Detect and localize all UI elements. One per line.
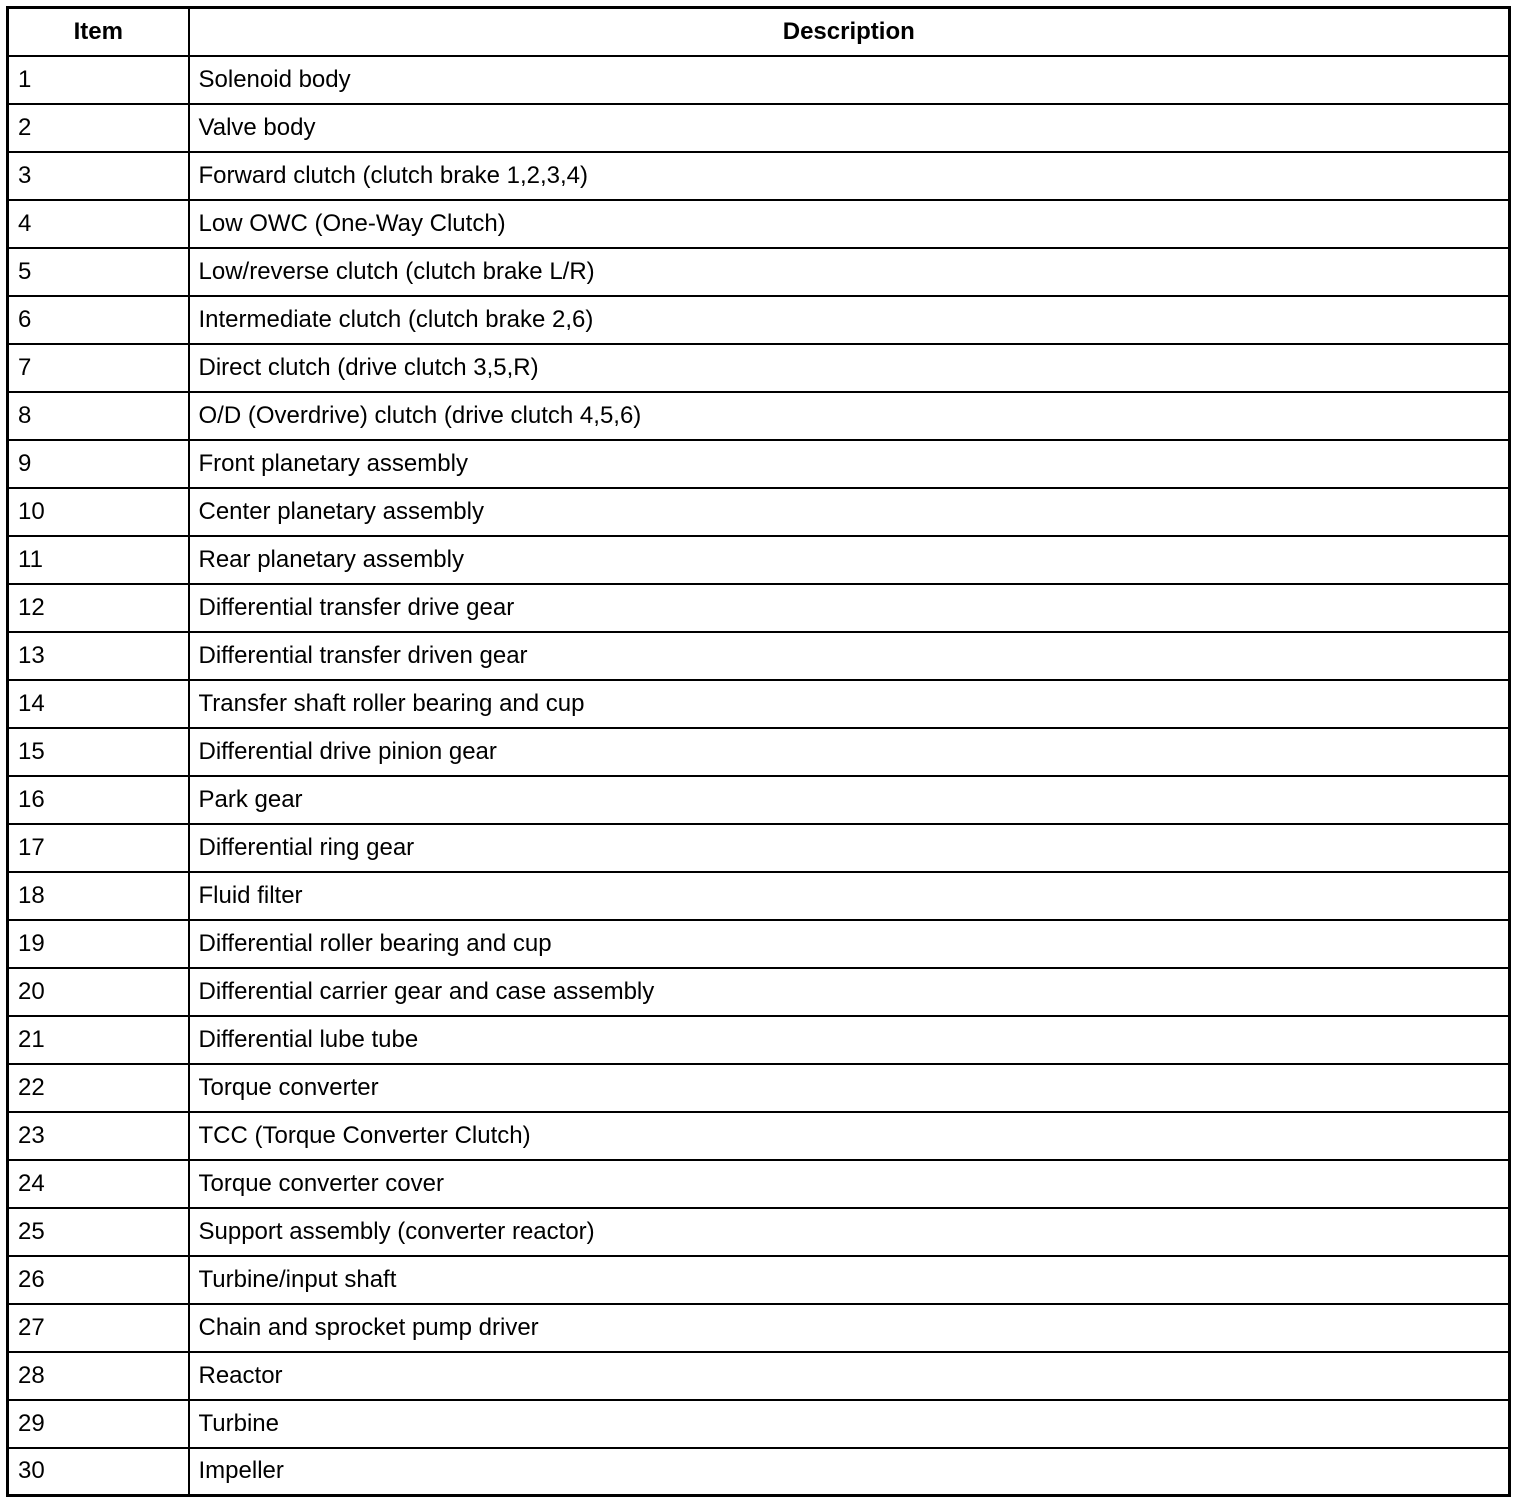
item-number-cell: 15 bbox=[8, 728, 189, 776]
table-row bbox=[8, 728, 1510, 776]
description-cell: Differential transfer drive gear bbox=[189, 584, 1510, 632]
item-number-cell: 29 bbox=[8, 1400, 189, 1448]
item-number-cell: 6 bbox=[8, 296, 189, 344]
description-cell: Impeller bbox=[189, 1448, 1510, 1496]
item-number-cell: 23 bbox=[8, 1112, 189, 1160]
item-number-cell: 28 bbox=[8, 1352, 189, 1400]
description-cell: Fluid filter bbox=[189, 872, 1510, 920]
item-number-cell: 14 bbox=[8, 680, 189, 728]
description-cell: Differential carrier gear and case assembly bbox=[189, 968, 1510, 1016]
item-number-cell: 30 bbox=[8, 1448, 189, 1496]
item-number-cell: 13 bbox=[8, 632, 189, 680]
item-number-cell: 12 bbox=[8, 584, 189, 632]
item-number-cell: 3 bbox=[8, 152, 189, 200]
description-cell: Low/reverse clutch (clutch brake L/R) bbox=[189, 248, 1510, 296]
description-cell: Forward clutch (clutch brake 1,2,3,4) bbox=[189, 152, 1510, 200]
description-cell: Solenoid body bbox=[189, 56, 1510, 104]
item-number-cell: 10 bbox=[8, 488, 189, 536]
item-number-cell: 5 bbox=[8, 248, 189, 296]
header-description: Description bbox=[189, 8, 1510, 56]
table-row bbox=[8, 632, 1510, 680]
item-number-cell: 16 bbox=[8, 776, 189, 824]
description-cell: Turbine bbox=[189, 1400, 1510, 1448]
table-row bbox=[8, 584, 1510, 632]
item-number-cell: 24 bbox=[8, 1160, 189, 1208]
table-row bbox=[8, 56, 1510, 104]
description-cell: Chain and sprocket pump driver bbox=[189, 1304, 1510, 1352]
description-cell: Differential ring gear bbox=[189, 824, 1510, 872]
description-cell: Turbine/input shaft bbox=[189, 1256, 1510, 1304]
item-number-cell: 20 bbox=[8, 968, 189, 1016]
item-number-cell: 7 bbox=[8, 344, 189, 392]
description-cell: Differential roller bearing and cup bbox=[189, 920, 1510, 968]
description-cell: Reactor bbox=[189, 1352, 1510, 1400]
description-cell: Park gear bbox=[189, 776, 1510, 824]
item-number-cell: 11 bbox=[8, 536, 189, 584]
table-row bbox=[8, 680, 1510, 728]
description-cell: Center planetary assembly bbox=[189, 488, 1510, 536]
table-row bbox=[8, 968, 1510, 1016]
description-cell: TCC (Torque Converter Clutch) bbox=[189, 1112, 1510, 1160]
table-row bbox=[8, 1064, 1510, 1112]
item-number-cell: 1 bbox=[8, 56, 189, 104]
description-cell: Support assembly (converter reactor) bbox=[189, 1208, 1510, 1256]
description-cell: Front planetary assembly bbox=[189, 440, 1510, 488]
item-number-cell: 18 bbox=[8, 872, 189, 920]
item-number-cell: 21 bbox=[8, 1016, 189, 1064]
table-row bbox=[8, 1256, 1510, 1304]
item-number-cell: 22 bbox=[8, 1064, 189, 1112]
description-cell: Intermediate clutch (clutch brake 2,6) bbox=[189, 296, 1510, 344]
description-cell: Differential drive pinion gear bbox=[189, 728, 1510, 776]
description-cell: Valve body bbox=[189, 104, 1510, 152]
item-number-cell: 27 bbox=[8, 1304, 189, 1352]
item-number-cell: 26 bbox=[8, 1256, 189, 1304]
table-row bbox=[8, 1352, 1510, 1400]
description-cell: Torque converter cover bbox=[189, 1160, 1510, 1208]
table-row bbox=[8, 440, 1510, 488]
table-row bbox=[8, 1160, 1510, 1208]
table-row bbox=[8, 248, 1510, 296]
item-number-cell: 8 bbox=[8, 392, 189, 440]
table-row bbox=[8, 200, 1510, 248]
item-number-cell: 9 bbox=[8, 440, 189, 488]
description-cell: Torque converter bbox=[189, 1064, 1510, 1112]
description-cell: Transfer shaft roller bearing and cup bbox=[189, 680, 1510, 728]
table-row bbox=[8, 1208, 1510, 1256]
table-row bbox=[8, 392, 1510, 440]
item-number-cell: 4 bbox=[8, 200, 189, 248]
header-row bbox=[8, 8, 1510, 56]
item-number-cell: 19 bbox=[8, 920, 189, 968]
table-row bbox=[8, 296, 1510, 344]
description-cell: Differential transfer driven gear bbox=[189, 632, 1510, 680]
header-item: Item bbox=[8, 8, 189, 56]
table-row bbox=[8, 920, 1510, 968]
item-number-cell: 25 bbox=[8, 1208, 189, 1256]
table-row bbox=[8, 344, 1510, 392]
table-row bbox=[8, 1016, 1510, 1064]
table-row bbox=[8, 824, 1510, 872]
table-row bbox=[8, 776, 1510, 824]
item-number-cell: 2 bbox=[8, 104, 189, 152]
table-row bbox=[8, 1400, 1510, 1448]
description-cell: Differential lube tube bbox=[189, 1016, 1510, 1064]
table-row bbox=[8, 872, 1510, 920]
table-row bbox=[8, 488, 1510, 536]
description-cell: Rear planetary assembly bbox=[189, 536, 1510, 584]
table-row bbox=[8, 1448, 1510, 1496]
table-row bbox=[8, 1304, 1510, 1352]
item-number-cell: 17 bbox=[8, 824, 189, 872]
table-body bbox=[8, 56, 1510, 1496]
table-row bbox=[8, 152, 1510, 200]
table-row bbox=[8, 104, 1510, 152]
table-row bbox=[8, 1112, 1510, 1160]
description-cell: Low OWC (One-Way Clutch) bbox=[189, 200, 1510, 248]
description-cell: Direct clutch (drive clutch 3,5,R) bbox=[189, 344, 1510, 392]
table-row bbox=[8, 536, 1510, 584]
parts-table bbox=[6, 6, 1511, 1497]
description-cell: O/D (Overdrive) clutch (drive clutch 4,5,6) bbox=[189, 392, 1510, 440]
